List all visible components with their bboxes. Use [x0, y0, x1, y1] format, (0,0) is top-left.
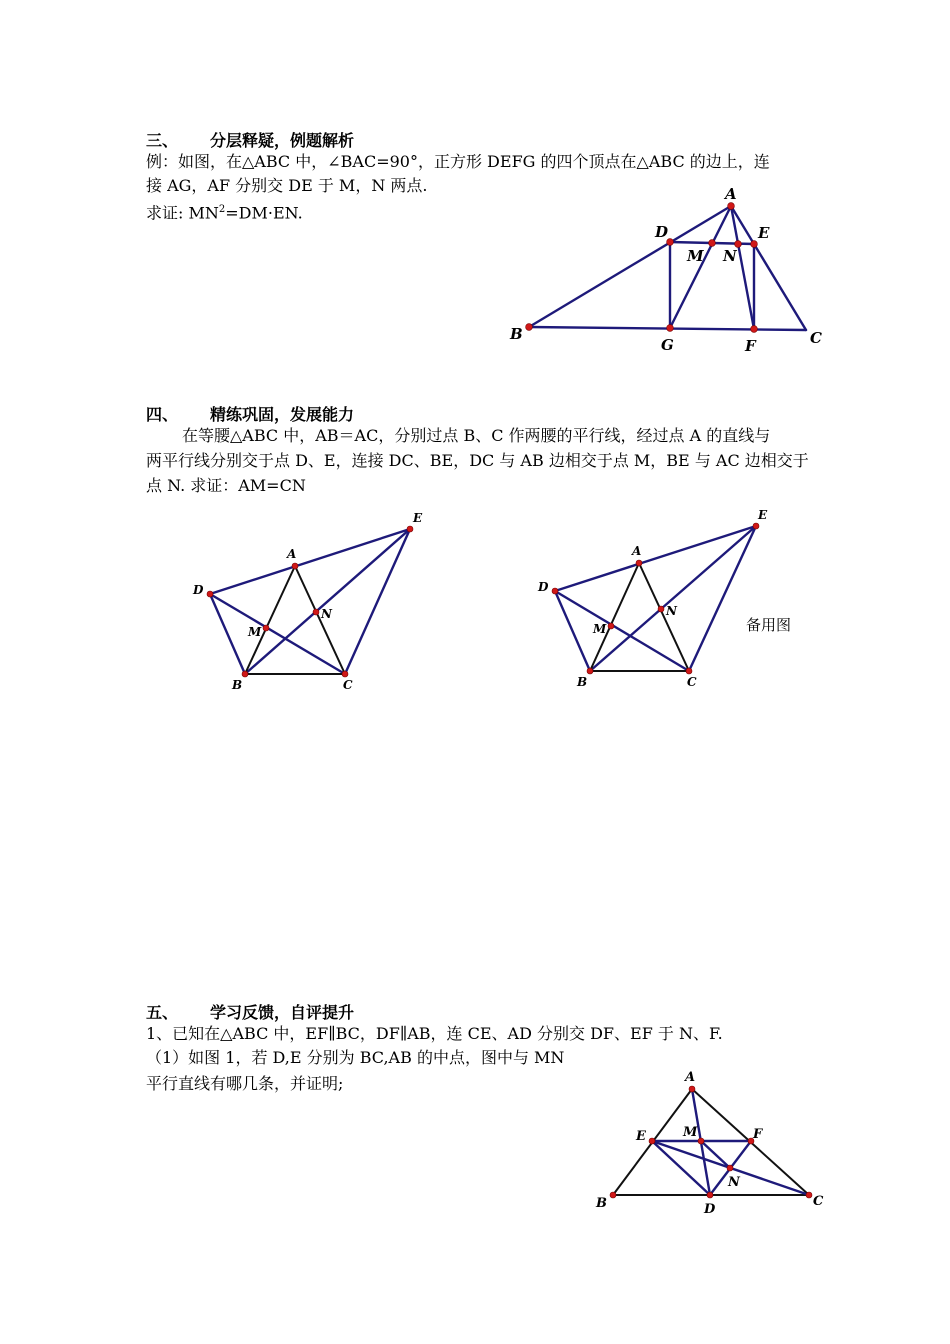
section-4-line-1: 在等腰△ABC 中，AB＝AC，分别过点 B、C 作两腰的平行线，经过点 A 的直线与 [182, 426, 771, 445]
label-n: N [321, 607, 332, 621]
label-e: E [758, 508, 768, 522]
label-b: B [596, 1196, 607, 1211]
label-e: E [758, 224, 770, 242]
label-m: M [248, 625, 262, 639]
label-b: B [510, 325, 523, 343]
label-n: N [723, 247, 737, 265]
label-m: M [687, 247, 704, 265]
label-c: C [687, 675, 697, 689]
label-d: D [538, 580, 549, 594]
label-f: F [745, 337, 756, 355]
label-a: A [725, 185, 737, 203]
label-d: D [704, 1202, 716, 1217]
label-e: E [636, 1129, 646, 1144]
section-5-line-2: （1）如图 1，若 D,E 分别为 BC,AB 的中点，图中与 MN [146, 1048, 565, 1067]
label-d: D [193, 583, 204, 597]
section-5-line-3: 平行直线有哪几条，并证明; [146, 1074, 344, 1093]
label-f: F [753, 1127, 763, 1142]
label-e: E [413, 511, 423, 525]
section-4-number: 四、 [146, 405, 179, 424]
label-m: M [593, 622, 607, 636]
section-3-line-2: 接 AG，AF 分别交 DE 于 M，N 两点. [146, 176, 428, 195]
label-b: B [577, 675, 588, 689]
section-4-title: 精练巩固，发展能力 [210, 405, 355, 424]
label-n: N [728, 1175, 740, 1190]
section-3-proof: 求证: $MN^2=DM\cdot EN$. [146, 203, 303, 223]
section-3-line-1: 例：如图，在△ABC 中，∠BAC=90°，正方形 DEFG 的四个顶点在△ABC 的边上，连 [146, 152, 770, 171]
section-4-line-2: 两平行线分别交于点 D、E，连接 DC、BE，DC 与 AB 边相交于点 M，BE 与 AC 边相交于 [146, 451, 809, 470]
label-d: D [655, 223, 669, 241]
spare-figure-label: 备用图 [746, 616, 792, 634]
label-c: C [343, 678, 353, 692]
section-4-line-3: 点 N. 求证：AM=CN [146, 476, 306, 495]
label-a: A [287, 547, 297, 561]
section-5-title: 学习反馈，自评提升 [210, 1003, 355, 1022]
label-n: N [666, 604, 677, 618]
section-5-line-1: 1、已知在△ABC 中，EF∥BC，DF∥AB，连 CE、AD 分别交 DF、EF 于 N、F. [146, 1024, 723, 1043]
section-5-number: 五、 [146, 1003, 179, 1022]
label-g: G [661, 336, 674, 354]
label-a: A [632, 544, 642, 558]
section-3-number: 三、 [146, 131, 179, 150]
label-c: C [813, 1194, 824, 1209]
section-3-title: 分层释疑，例题解析 [210, 131, 355, 150]
label-a: A [685, 1070, 696, 1085]
label-c: C [810, 329, 822, 347]
label-m: M [683, 1125, 698, 1140]
label-b: B [232, 678, 243, 692]
